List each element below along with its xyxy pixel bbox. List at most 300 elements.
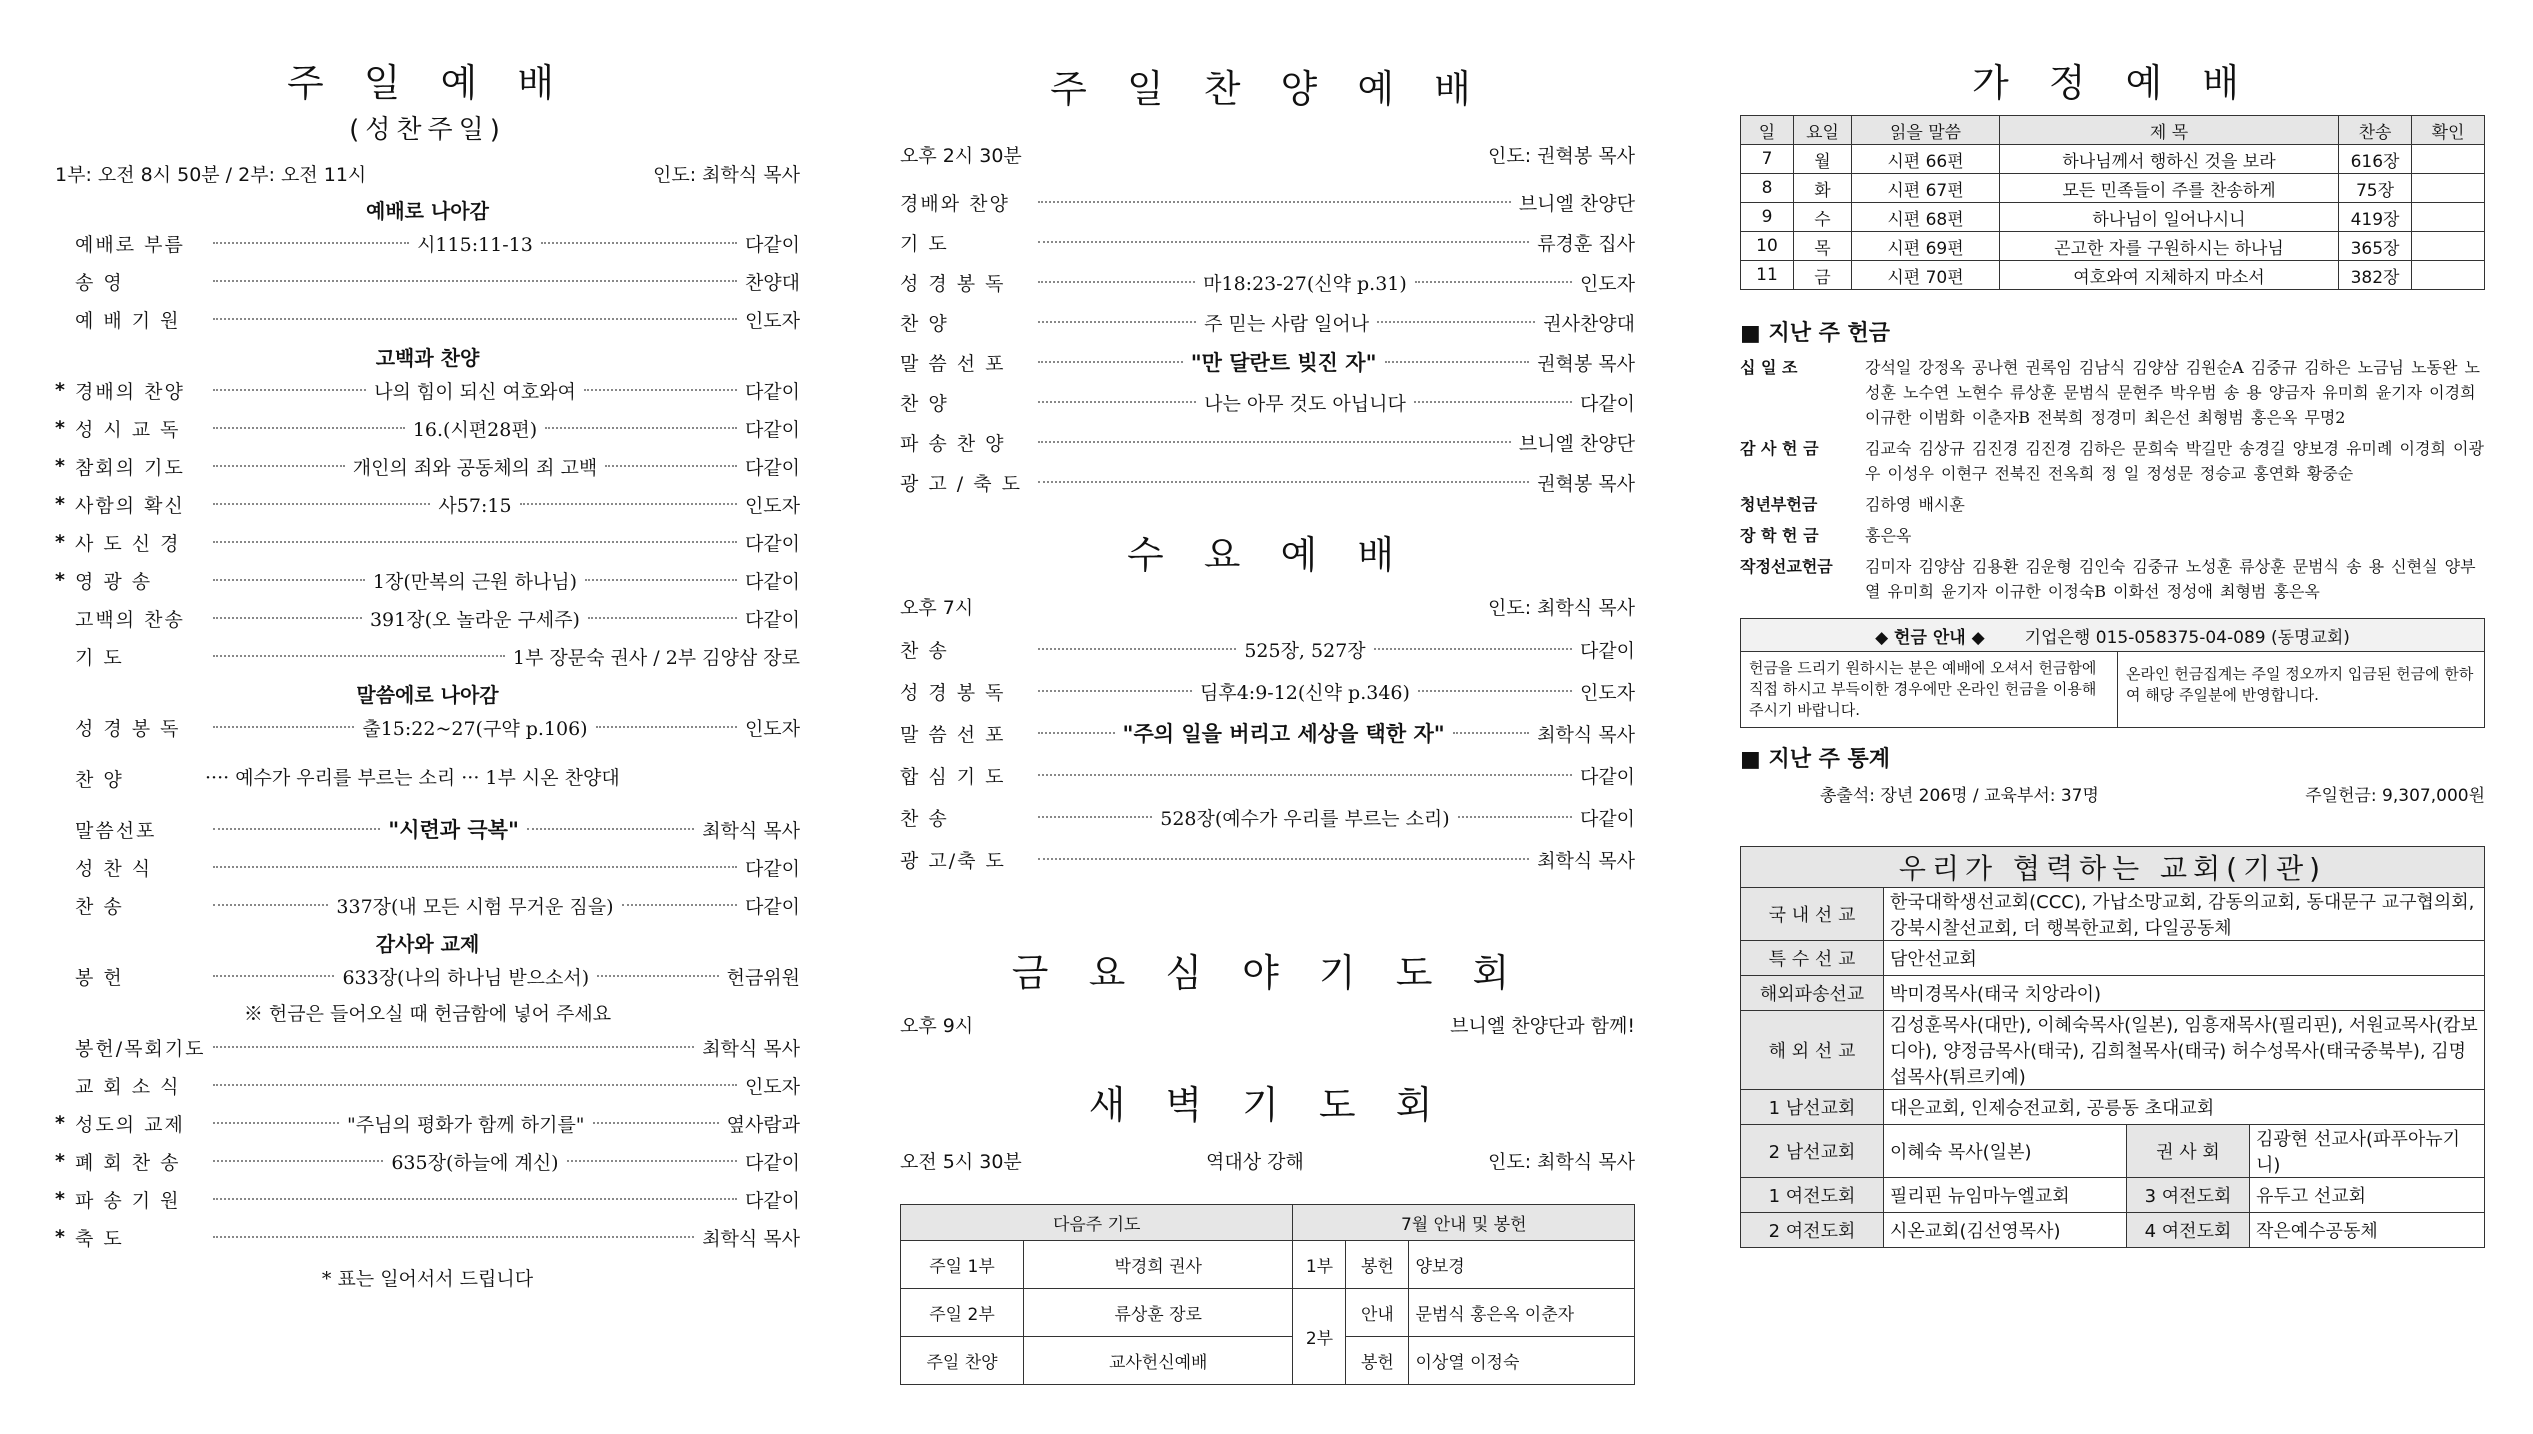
family-worship-cell: 365장	[2339, 232, 2412, 261]
bank-info-header	[1741, 619, 2484, 652]
leader-dots	[596, 726, 737, 728]
leader-dots	[527, 828, 694, 830]
family-worship-cell: 75장	[2339, 174, 2412, 203]
order-content: 사57:15	[438, 494, 512, 517]
order-responsible: 권혁봉 목사	[1537, 352, 1635, 375]
leader-dots	[593, 1122, 719, 1124]
partner-row	[1741, 1090, 2485, 1125]
family-worship-cell: 616장	[2339, 145, 2412, 174]
family-worship-cell: 시편 67편	[1852, 174, 2000, 203]
order-responsible: 다같이	[744, 233, 800, 256]
bank-note-right: 온라인 헌금집계는 주일 정오까지 입금된 헌금에 한하여 해당 주일분에 반영합니다.	[2126, 665, 2474, 704]
order-responsible: 다같이	[1579, 765, 1635, 788]
order-responsible: 다같이	[744, 532, 800, 555]
praise-order	[900, 182, 1635, 502]
col-hymn: 찬송	[2339, 116, 2412, 145]
leader-dots	[597, 975, 718, 977]
family-worship-cell	[2412, 174, 2485, 203]
order-label: 말씀선포	[75, 819, 157, 842]
partner-list: 한국대학생선교회(CCC), 가납소망교회, 감동의교회, 동대문구 교구협의회, 강북시찰선교회, 더 행복한교회, 다일공동체	[1884, 888, 2485, 941]
bank-info-body	[1741, 652, 2484, 727]
order-row	[900, 754, 1635, 796]
leader-dots	[1415, 281, 1572, 283]
order-label: 송 영	[75, 271, 124, 294]
leader-dots	[1374, 648, 1572, 650]
partner-category: 권 사 회	[2127, 1125, 2250, 1178]
family-worship-cell: 시편 66편	[1852, 145, 2000, 174]
wednesday-order	[900, 628, 1635, 880]
order-label: 경배의 찬양	[75, 380, 185, 403]
wednesday-service-title: 수 요 예 배	[1126, 533, 1409, 577]
stats-attendance: 총출석: 장년 206명 / 교육부서: 37명	[1820, 786, 2099, 806]
offering-names: 김미자 김양삼 김용환 김운형 김인숙 김중규 노성훈 류상훈 문범식 송 용 신현실 양부열 유미희 윤기자 이규한 이정숙B 이화선 정성애 최형범 홍은옥	[1865, 557, 2476, 601]
leader-dots	[1038, 690, 1192, 692]
leader-dots	[213, 318, 737, 320]
leader-dots	[213, 1198, 737, 1200]
family-worship-cell: 월	[1794, 145, 1852, 174]
order-row	[55, 447, 800, 485]
standing-mark: *	[55, 1188, 65, 1210]
family-worship-row	[1741, 203, 2485, 232]
offering-type: 십 일 조	[1740, 358, 1798, 377]
order-responsible: 인도자	[744, 717, 800, 740]
partner-category: 국 내 선 교	[1741, 888, 1884, 941]
order-responsible: 다같이	[744, 570, 800, 593]
standing-mark: *	[55, 379, 65, 401]
offering-type: 작정선교헌금	[1740, 557, 1833, 576]
order-responsible: 브니엘 찬양단	[1518, 192, 1635, 215]
order-label: 파 송 기 원	[75, 1189, 181, 1212]
offering-entry	[1740, 355, 2485, 430]
leader-dots	[1038, 321, 1196, 323]
family-worship-cell: 382장	[2339, 261, 2412, 290]
order-of-service-closing	[55, 1028, 800, 1256]
leader-dots	[1038, 858, 1529, 860]
duty-row	[901, 1289, 1635, 1337]
family-worship-cell: 하나님께서 행하신 것을 보라	[2000, 145, 2339, 174]
family-worship-cell: 목	[1794, 232, 1852, 261]
family-worship-cell: 7	[1741, 145, 1794, 174]
order-content: "주님의 평화가 함께 하기를"	[347, 1113, 585, 1136]
partner-list: 대은교회, 인제승전교회, 공릉동 초대교회	[1884, 1090, 2485, 1125]
leader-dots	[584, 389, 737, 391]
order-label: 성 경 봉 독	[900, 681, 1006, 704]
partner-row	[1741, 1011, 2485, 1090]
standing-mark: *	[55, 1226, 65, 1248]
order-content: 딤후4:9-12(신약 p.346)	[1200, 681, 1410, 704]
leader-dots	[545, 427, 737, 429]
partner-list: 필리핀 뉴임마누엘교회	[1884, 1178, 2127, 1213]
order-row	[900, 670, 1635, 712]
duty-cell: 주일 1부	[901, 1241, 1024, 1289]
partner-category: 해 외 선 교	[1741, 1011, 1884, 1090]
service-leader: 인도: 최학식 목사	[653, 164, 800, 186]
order-row	[55, 1066, 800, 1104]
order-label: 경배와 찬양	[900, 192, 1010, 215]
col-weekday: 요일	[1794, 116, 1852, 145]
order-row	[900, 462, 1635, 502]
order-responsible: 찬양대	[744, 271, 800, 294]
order-responsible: 옆사람과	[726, 1113, 800, 1136]
offering-names: 김교숙 김상규 김진경 김진경 김하은 문희숙 박길만 송경길 양보경 유미례 이경희 이광우 이성우 이현구 전북진 전옥희 정 일 정성문 정승교 홍연화 황중순	[1865, 439, 2484, 483]
partner-row	[1741, 1213, 2485, 1248]
offering-note: ※ 헌금은 들어오실 때 헌금함에 넣어 주세요	[243, 1003, 612, 1025]
order-label: 성 경 봉 독	[75, 717, 181, 740]
order-row	[900, 838, 1635, 880]
leader-dots	[1038, 441, 1511, 443]
family-worship-cell: 하나님이 일어나시니	[2000, 203, 2339, 232]
leader-dots	[541, 242, 737, 244]
order-row	[900, 342, 1635, 382]
duty-cell: 류상훈 장로	[1024, 1289, 1293, 1337]
family-worship-row	[1741, 261, 2485, 290]
order-responsible: 인도자	[744, 494, 800, 517]
family-worship-title: 가 정 예 배	[1971, 61, 2254, 105]
order-responsible: 다같이	[1579, 807, 1635, 830]
order-responsible: 인도자	[1579, 272, 1635, 295]
duty-cell: 1부	[1293, 1241, 1346, 1289]
order-row	[55, 1142, 800, 1180]
order-label: 축 도	[75, 1227, 124, 1250]
order-content: "시련과 극복"	[388, 818, 519, 842]
offering-names: 김하영 배시훈	[1865, 495, 1965, 514]
dawn-time: 오전 5시 30분	[900, 1151, 1022, 1173]
stats-row	[1820, 781, 2485, 806]
partner-category: 2 남선교회	[1741, 1125, 1884, 1178]
leader-dots	[213, 1236, 694, 1238]
order-row	[900, 302, 1635, 342]
partner-list: 박미경목사(태국 치앙라이)	[1884, 976, 2485, 1011]
leader-dots	[1038, 201, 1511, 203]
order-responsible: 인도자	[1579, 681, 1635, 704]
bank-note-left: 헌금을 드리기 원하시는 분은 예배에 오셔서 헌금함에 직접 하시고 부득이한 경우에만 온라인 헌금을 이용해 주시기 바랍니다.	[1741, 652, 2118, 727]
order-label: 찬 양	[900, 392, 949, 415]
leader-dots	[622, 904, 737, 906]
leader-dots	[213, 828, 380, 830]
friday-time: 오후 9시	[900, 1015, 974, 1037]
order-responsible: 최학식 목사	[702, 1227, 800, 1250]
family-worship-cell	[2412, 232, 2485, 261]
order-content: 635장(하늘에 계신)	[391, 1151, 559, 1174]
order-responsible: 권혁봉 목사	[1537, 472, 1635, 495]
order-label: 참회의 기도	[75, 456, 185, 479]
order-row	[55, 599, 800, 637]
family-worship-cell: 시편 70편	[1852, 261, 2000, 290]
friday-leader: 브니엘 찬양단과 함께!	[1450, 1015, 1635, 1037]
offering-type: 장 학 헌 금	[1740, 526, 1819, 545]
offering-list	[1740, 355, 2485, 604]
order-label: 교 회 소 식	[75, 1075, 181, 1098]
col-reading: 읽을 말씀	[1852, 116, 2000, 145]
duty-table	[900, 1204, 1635, 1385]
order-content: 16.(시편28편)	[412, 418, 538, 441]
dawn-leader: 인도: 최학식 목사	[1488, 1151, 1635, 1173]
leader-dots	[213, 726, 354, 728]
leader-dots	[1377, 321, 1535, 323]
order-content: 출15:22~27(구약 p.106)	[362, 717, 588, 740]
order-responsible: 최학식 목사	[702, 1037, 800, 1060]
family-worship-cell: 시편 68편	[1852, 203, 2000, 232]
last-week-offering-title: ■ 지난 주 헌금	[1740, 321, 1891, 346]
order-responsible: 권사찬양대	[1543, 312, 1635, 335]
order-row-double: 찬 양 ···· 예수가 우리를 부르는 소리 ··· 1부 시온 찬양대	[55, 746, 800, 810]
partner-list: 이혜숙 목사(일본)	[1884, 1125, 2127, 1178]
family-worship-cell	[2412, 145, 2485, 174]
leader-dots	[1038, 281, 1195, 283]
leader-dots	[1038, 648, 1236, 650]
order-content: 시115:11-13	[417, 233, 533, 256]
order-of-service	[55, 195, 800, 995]
order-responsible: 다같이	[1579, 639, 1635, 662]
partner-category: 특 수 선 교	[1741, 941, 1884, 976]
order-label: 기 도	[75, 646, 124, 669]
order-content: 1장(만복의 근원 하나님)	[372, 570, 578, 593]
leader-dots	[1038, 732, 1115, 734]
dawn-book: 역대상 강해	[1205, 1151, 1304, 1173]
order-content: "주의 일을 버리고 세상을 택한 자"	[1122, 722, 1445, 746]
duty-cell: 봉헌	[1346, 1337, 1409, 1385]
duty-cell: 교사헌신예배	[1024, 1337, 1293, 1385]
offering-names: 홍은옥	[1865, 526, 1912, 545]
family-worship-column	[1740, 0, 2485, 1434]
leader-dots	[213, 280, 737, 282]
order-responsible: 인도자	[744, 1075, 800, 1098]
order-row	[55, 1218, 800, 1256]
col-day: 일	[1741, 116, 1794, 145]
standing-mark: *	[55, 417, 65, 439]
duty-cell: 2부	[1293, 1289, 1346, 1385]
family-worship-cell: 10	[1741, 232, 1794, 261]
leader-dots	[213, 427, 405, 429]
duty-row	[901, 1241, 1635, 1289]
service-meta	[55, 160, 800, 187]
section-heading: 예배로 나아감	[366, 199, 489, 223]
family-worship-cell	[2412, 203, 2485, 232]
partner-list: 작은예수공동체	[2250, 1213, 2485, 1248]
order-responsible: 다같이	[744, 1189, 800, 1212]
dawn-meta	[900, 1147, 1635, 1174]
friday-prayer-title: 금 요 심 야 기 도 회	[1011, 951, 1524, 995]
leader-dots	[1038, 401, 1196, 403]
july-duty-header: 7월 안내 및 봉헌	[1293, 1205, 1635, 1241]
leader-dots	[588, 617, 737, 619]
partner-category: 2 여전도회	[1741, 1213, 1884, 1248]
order-label: 폐 회 찬 송	[75, 1151, 181, 1174]
leader-dots	[1418, 690, 1572, 692]
leader-dots	[567, 1160, 737, 1162]
family-worship-cell: 금	[1794, 261, 1852, 290]
order-content: 528장(예수가 우리를 부르는 소리)	[1160, 807, 1450, 830]
family-worship-cell: 화	[1794, 174, 1852, 203]
order-label: 성 찬 식	[75, 857, 153, 880]
partner-row	[1741, 976, 2485, 1011]
standing-mark: *	[55, 493, 65, 515]
leader-dots	[520, 503, 737, 505]
duty-cell: 주일 찬양	[901, 1337, 1024, 1385]
partner-row	[1741, 1125, 2485, 1178]
leader-dots	[213, 617, 362, 619]
family-worship-cell: 여호와여 지체하지 마소서	[2000, 261, 2339, 290]
order-row	[55, 637, 800, 675]
praise-meta	[900, 141, 1635, 168]
partner-row	[1741, 941, 2485, 976]
order-label: 광 고 / 축 도	[900, 472, 1022, 495]
order-responsible: 브니엘 찬양단	[1518, 432, 1635, 455]
order-label: 찬 양	[75, 768, 124, 791]
order-row	[55, 409, 800, 447]
partner-churches-table	[1740, 846, 2485, 1248]
order-row	[55, 485, 800, 523]
order-responsible: 다같이	[744, 418, 800, 441]
order-row	[55, 708, 800, 746]
order-content: 337장(내 모든 시험 무거운 짐을)	[336, 895, 614, 918]
order-label: 말 씀 선 포	[900, 352, 1006, 375]
order-responsible: 류경훈 집사	[1537, 232, 1635, 255]
order-responsible: 최학식 목사	[702, 819, 800, 842]
leader-dots	[213, 866, 737, 868]
leader-dots	[213, 1046, 694, 1048]
order-responsible: 다같이	[744, 1151, 800, 1174]
offering-entry	[1740, 554, 2485, 604]
leader-dots	[605, 465, 737, 467]
partner-list: 시온교회(김선영목사)	[1884, 1213, 2127, 1248]
praise-service-column	[900, 0, 1635, 1434]
order-responsible: 다같이	[744, 895, 800, 918]
order-label: 말 씀 선 포	[900, 723, 1006, 746]
offering-entry	[1740, 523, 2485, 548]
order-row	[55, 848, 800, 886]
offering-entry	[1740, 492, 2485, 517]
order-row	[900, 222, 1635, 262]
wednesday-meta	[900, 593, 1635, 620]
leader-dots	[213, 655, 505, 657]
order-row	[55, 957, 800, 995]
order-row	[55, 810, 800, 848]
partner-list: 유두고 선교회	[2250, 1178, 2485, 1213]
partner-category: 3 여전도회	[2127, 1178, 2250, 1213]
order-label: 사 도 신 경	[75, 532, 181, 555]
family-worship-cell	[2412, 261, 2485, 290]
order-responsible: 다같이	[1579, 392, 1635, 415]
family-worship-cell: 11	[1741, 261, 1794, 290]
leader-dots	[1385, 361, 1530, 363]
order-content: 마18:23-27(신약 p.31)	[1203, 272, 1407, 295]
leader-dots	[1038, 481, 1529, 483]
section-heading: 고백과 찬양	[375, 346, 480, 370]
order-responsible: 1부 장문숙 권사 / 2부 김양삼 장로	[512, 646, 800, 669]
order-label: 성 경 봉 독	[900, 272, 1006, 295]
order-row	[55, 886, 800, 924]
leader-dots	[213, 1084, 737, 1086]
sunday-service-column	[55, 0, 800, 1434]
friday-meta	[900, 1011, 1635, 1038]
leader-dots	[213, 541, 737, 543]
leader-dots	[213, 503, 430, 505]
family-worship-row	[1741, 232, 2485, 261]
leader-dots	[585, 579, 737, 581]
order-row	[55, 300, 800, 338]
section-heading: 말씀에로 나아감	[356, 683, 499, 707]
order-content: 525장, 527장	[1244, 639, 1366, 662]
order-row	[900, 796, 1635, 838]
order-label: 찬 송	[75, 895, 124, 918]
order-row	[900, 628, 1635, 670]
family-worship-cell: 시편 69편	[1852, 232, 2000, 261]
leader-dots	[1038, 241, 1529, 243]
stats-offering: 주일헌금: 9,307,000원	[2305, 786, 2485, 806]
order-responsible: 다같이	[744, 456, 800, 479]
order-label: 찬 송	[900, 639, 949, 662]
order-label: 성 시 교 독	[75, 418, 181, 441]
family-worship-cell: 수	[1794, 203, 1852, 232]
leader-dots	[1038, 816, 1152, 818]
family-worship-cell: 8	[1741, 174, 1794, 203]
family-worship-row	[1741, 145, 2485, 174]
standing-mark: *	[55, 569, 65, 591]
order-responsible: 다같이	[744, 608, 800, 631]
leader-dots	[1038, 774, 1572, 776]
offering-type: 감 사 헌 금	[1740, 439, 1819, 458]
praise-time: 오후 2시 30분	[900, 145, 1022, 167]
offering-names: 강석일 강정옥 공나현 권록임 김남식 김양삼 김원순A 김중규 김하은 노금님 노동완 노성훈 노수연 노현수 류상훈 문범식 문현주 박우범 송 용 양금자 유미희 윤기자 이경희 이규한 이범화 이춘자B 전북희 정경미 최은선 최형범 홍은옥 무명2	[1865, 358, 2481, 427]
family-worship-cell: 모든 민족들이 주를 찬송하게	[2000, 174, 2339, 203]
section-heading: 감사와 교제	[375, 932, 480, 956]
order-label: 봉헌/목회기도	[75, 1037, 206, 1060]
leader-dots	[1458, 816, 1572, 818]
order-label: 파 송 찬 양	[900, 432, 1006, 455]
family-worship-cell: 419장	[2339, 203, 2412, 232]
duty-cell: 문범식 홍은옥 이춘자	[1409, 1289, 1635, 1337]
order-row	[900, 182, 1635, 222]
partner-category: 1 여전도회	[1741, 1178, 1884, 1213]
order-row	[55, 262, 800, 300]
order-responsible: 인도자	[744, 309, 800, 332]
leader-dots	[1038, 361, 1183, 363]
leader-dots	[213, 389, 366, 391]
praise-service-title: 주 일 찬 양 예 배	[1050, 67, 1485, 111]
duty-row	[901, 1337, 1635, 1385]
dawn-prayer-title: 새 벽 기 도 회	[1088, 1083, 1447, 1127]
duty-cell: 박경희 권사	[1024, 1241, 1293, 1289]
partner-title: 우리가 협력하는 교회(기관)	[1741, 847, 2485, 888]
order-row	[55, 523, 800, 561]
order-responsible: 다같이	[744, 857, 800, 880]
offering-entry	[1740, 436, 2485, 486]
partner-list: 담안선교회	[1884, 941, 2485, 976]
duty-cell: 양보경	[1409, 1241, 1635, 1289]
order-label: 합 심 기 도	[900, 765, 1006, 788]
leader-dots	[1453, 732, 1530, 734]
order-content: 나의 힘이 되신 여호와여	[374, 380, 576, 403]
order-row	[900, 712, 1635, 754]
standing-footnote: * 표는 일어서서 드립니다	[321, 1268, 534, 1290]
order-row	[55, 1028, 800, 1066]
order-row	[55, 371, 800, 409]
order-responsible: 다같이	[744, 380, 800, 403]
order-row	[900, 382, 1635, 422]
order-label: 성도의 교제	[75, 1113, 185, 1136]
order-label: 예배로 부름	[75, 233, 185, 256]
order-content: 주 믿는 사람 일어나	[1204, 312, 1370, 335]
duty-cell: 이상열 이정숙	[1409, 1337, 1635, 1385]
order-content: 나는 아무 것도 아닙니다	[1204, 392, 1406, 415]
order-label: 찬 송	[900, 807, 949, 830]
family-worship-row	[1741, 174, 2485, 203]
standing-mark: *	[55, 455, 65, 477]
bank-info-box	[1740, 618, 2485, 728]
order-content: "만 달란트 빚진 자"	[1190, 351, 1377, 375]
order-row	[55, 224, 800, 262]
